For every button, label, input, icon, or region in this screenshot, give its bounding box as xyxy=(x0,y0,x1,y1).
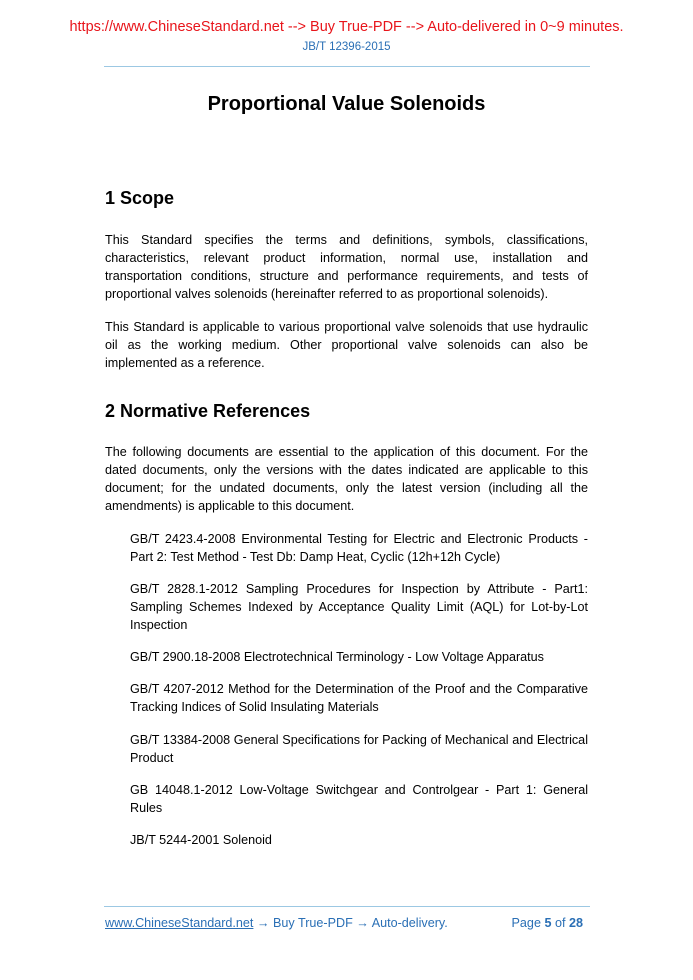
paragraph: This Standard specifies the terms and definitions, symbols, classifications, characteristics, relevant product information, normal use, installation and transportation conditions, structure and performance requirements, and tests of proportional valves solenoids (hereinafter referred to as proportional solenoids). xyxy=(105,233,588,301)
document-title: Proportional Value Solenoids xyxy=(207,93,486,115)
section-heading-normative-references: 2 Normative References xyxy=(105,401,311,421)
footer-text: → Buy True-PDF → Auto-delivery. xyxy=(253,916,448,930)
reference-item: JB/T 5244-2001 Solenoid xyxy=(130,833,272,847)
of-label: of xyxy=(554,916,566,930)
reference-item: GB/T 2900.18-2008 Electrotechnical Terminology - Low Voltage Apparatus xyxy=(130,650,544,664)
footer xyxy=(105,916,588,930)
reference-item: GB/T 4207-2012 Method for the Determination of the Proof and the Comparative Tracking Indices of Solid Insulating Materials xyxy=(130,682,588,714)
purchase-banner: https://www.ChineseStandard.net --> Buy True-PDF --> Auto-delivered in 0~9 minutes. xyxy=(69,19,624,35)
footer-link[interactable]: www.ChineseStandard.net xyxy=(105,916,254,930)
reference-item: GB/T 2423.4-2008 Environmental Testing for Electric and Electronic Products - Part 2: Test Method - Test Db: Damp Heat, Cyclic (12h+12h Cycle) xyxy=(130,532,588,564)
page-indicator xyxy=(512,916,583,930)
reference-item: GB/T 2828.1-2012 Sampling Procedures for Inspection by Attribute - Part1: Sampling Schemes Indexed by Acceptance Quality Limit (AQL) for Lot-by-Lot Inspection xyxy=(130,582,588,632)
paragraph: The following documents are essential to the application of this document. For the dated documents, only the versions with the dates indicated are applicable to this document; for the undated documents, only the latest version (including all the amendments) is applicable to this document. xyxy=(105,445,588,513)
page-label: Page xyxy=(511,916,541,930)
footer-divider xyxy=(104,906,590,907)
header-divider xyxy=(104,66,590,67)
paragraph: This Standard is applicable to various proportional valve solenoids that use hydraulic oil as the working medium. Other proportional valve solenoids can also be implemented as a reference. xyxy=(105,320,588,370)
total-pages: 28 xyxy=(568,916,583,930)
page-number: 5 xyxy=(544,916,552,930)
section-heading-scope: 1 Scope xyxy=(105,188,175,208)
reference-item: GB 14048.1-2012 Low-Voltage Switchgear and Controlgear - Part 1: General Rules xyxy=(130,783,588,815)
reference-item: GB/T 13384-2008 General Specifications for Packing of Mechanical and Electrical Product xyxy=(130,733,588,765)
document-id: JB/T 12396-2015 xyxy=(302,41,391,53)
